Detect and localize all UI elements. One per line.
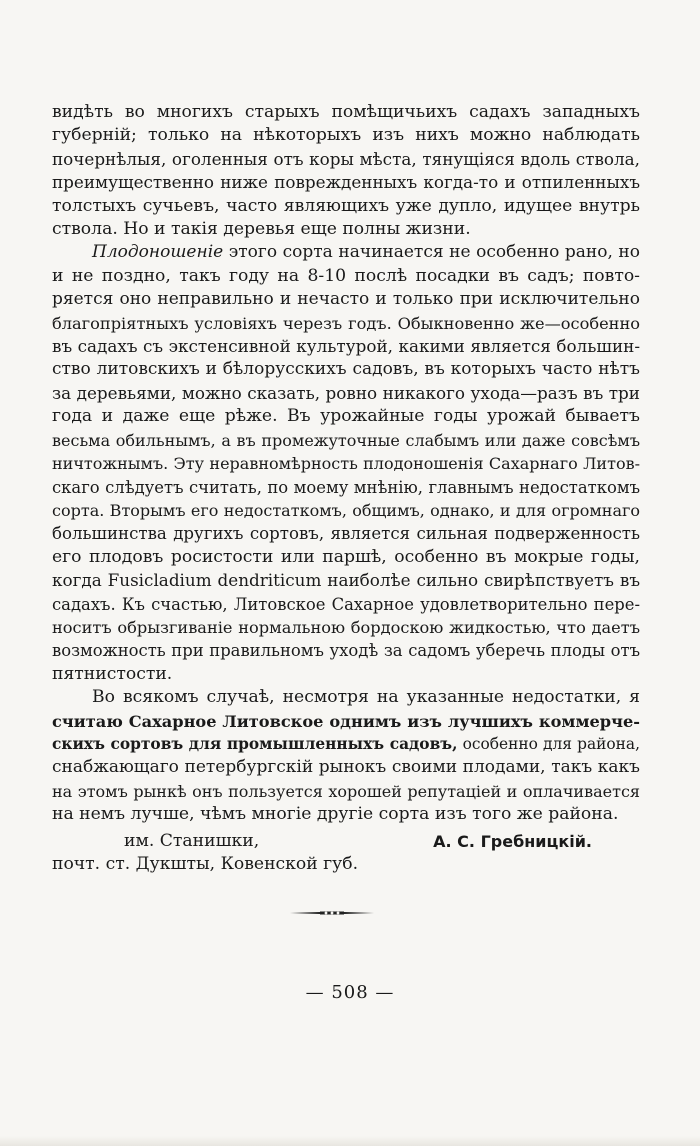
- text-segment: за деревьями, можно сказать, ровно никакого ухода—разъ въ три: [52, 382, 640, 403]
- text-line: [52, 756, 640, 779]
- paragraph: [52, 686, 640, 826]
- text-line: [52, 569, 640, 592]
- text-segment: ство литовскихъ и бѣлорусскихъ садовъ, въ которыхъ часто нѣтъ: [52, 359, 640, 380]
- text-line: [52, 335, 640, 358]
- text-line: [52, 148, 640, 171]
- signature-location-line2: почт. ст. Дукшты, Ковенской губ.: [52, 854, 359, 875]
- text-line: [52, 288, 640, 311]
- signature-author: А. С. Гребницкій.: [433, 832, 592, 851]
- article-body: [52, 101, 640, 827]
- text-segment: въ садахъ съ экстенсивной культурой, какими является большин-: [52, 336, 640, 357]
- italic-term: Плодоношеніе: [92, 242, 224, 263]
- bold-text: считаю Сахарное Литовское однимъ изъ лучшихъ коммерче-: [52, 711, 640, 731]
- text-line: [52, 499, 640, 522]
- text-segment: ствола. Но и такія деревья еще полны жизни.: [52, 219, 471, 240]
- text-segment: на этомъ рынкѣ онъ пользуется хорошей репутаціей и оплачивается: [52, 781, 640, 801]
- text-line: [52, 452, 640, 475]
- text-segment: возможность при правильномъ уходѣ за садомъ уберечь плоды отъ: [52, 641, 640, 661]
- text-segment: толстыхъ сучьевъ, часто являющихъ уже дупло, идущее внутрь: [52, 195, 640, 216]
- text-line: [52, 616, 640, 639]
- text-line: [52, 780, 640, 803]
- text-segment: Во всякомъ случаѣ, несмотря на указанные недостатки, я: [92, 687, 640, 708]
- text-line: [52, 382, 640, 405]
- text-segment: этого сорта начинается не особенно рано, но: [223, 242, 640, 263]
- text-segment: носитъ обрызгиваніе нормальною бордоскою жидкостью, что даетъ: [52, 617, 640, 637]
- text-line: [52, 218, 640, 241]
- text-line: [52, 686, 640, 709]
- text-segment: видѣть во многихъ старыхъ помѣщичьихъ садахъ западныхъ: [52, 102, 640, 122]
- text-line: [52, 476, 640, 499]
- text-segment: большинства другихъ сортовъ, является сильная подверженность: [52, 524, 640, 544]
- page-number: — 508 —: [305, 982, 395, 1003]
- text-segment: и не поздно, такъ году на 8-10 послѣ посадки въ садъ; повто-: [52, 265, 640, 286]
- text-line: [52, 429, 640, 452]
- text-line: [52, 663, 640, 686]
- text-line: [52, 405, 640, 428]
- text-segment: весьма обильнымъ, а въ промежуточные слабымъ или даже совсѣмъ: [52, 430, 640, 450]
- text-segment: благопріятныхъ условіяхъ черезъ годъ. Обыкновенно же—особенно: [52, 313, 640, 333]
- text-segment: почернѣлыя, оголенныя отъ коры мѣста, тянущіяся вдоль ствола,: [52, 148, 640, 169]
- signature-block: [52, 830, 640, 877]
- text-segment: ничтожнымъ. Эту неравномѣрность плодоношенія Сахарнаго Литов-: [52, 454, 640, 474]
- text-segment: губерній; только на нѣкоторыхъ изъ нихъ можно наблюдать: [52, 125, 640, 146]
- text-segment: снабжающаго петербургскій рынокъ своими плодами, такъ какъ: [52, 757, 640, 778]
- text-line: [52, 171, 640, 194]
- text-segment: особенно для района,: [457, 734, 641, 753]
- text-line: [52, 312, 640, 335]
- page-bottom-edge: [0, 1136, 700, 1146]
- text-segment: садахъ. Къ счастью, Литовское Сахарное удовлетворительно пере-: [52, 594, 640, 614]
- bold-text: скихъ сортовъ для промышленныхъ садовъ,: [52, 734, 458, 753]
- text-line: [52, 265, 640, 288]
- text-line: [52, 522, 640, 545]
- text-line: [52, 639, 640, 662]
- text-segment: преимущественно ниже поврежденныхъ когда-то и отпиленныхъ: [52, 172, 640, 193]
- text-line: [52, 733, 640, 756]
- text-segment: скаго слѣдуетъ считать, по моему мнѣнію, главнымъ недостаткомъ: [52, 477, 640, 497]
- text-segment: на немъ лучше, чѣмъ многіе другіе сорта изъ того же района.: [52, 804, 619, 825]
- text-line: [52, 358, 640, 381]
- text-line: [52, 195, 640, 218]
- text-line: [52, 803, 640, 826]
- text-line: [52, 593, 640, 616]
- text-line: [52, 710, 640, 733]
- signature-location-line1: им. Станишки,: [124, 831, 260, 851]
- text-segment: когда Fusicladium dendriticum наиболѣе сильно свирѣпствуетъ въ: [52, 570, 640, 591]
- divider-ornament: [290, 908, 374, 918]
- text-line: [52, 241, 640, 264]
- paragraph: [52, 101, 640, 241]
- text-segment: его плодовъ росистости или паршѣ, особенно въ мокрые годы,: [52, 546, 640, 567]
- text-segment: года и даже еще рѣже. Въ урожайные годы урожай бываетъ: [52, 406, 640, 427]
- text-line: [52, 124, 640, 147]
- text-segment: ряется оно неправильно и нечасто и только при исключительно: [52, 289, 640, 310]
- text-line: [52, 101, 640, 124]
- text-line: [52, 546, 640, 569]
- text-segment: пятнистости.: [52, 663, 173, 684]
- paragraph: [52, 241, 640, 686]
- text-segment: сорта. Вторымъ его недостаткомъ, общимъ, однако, и для огромнаго: [52, 500, 640, 520]
